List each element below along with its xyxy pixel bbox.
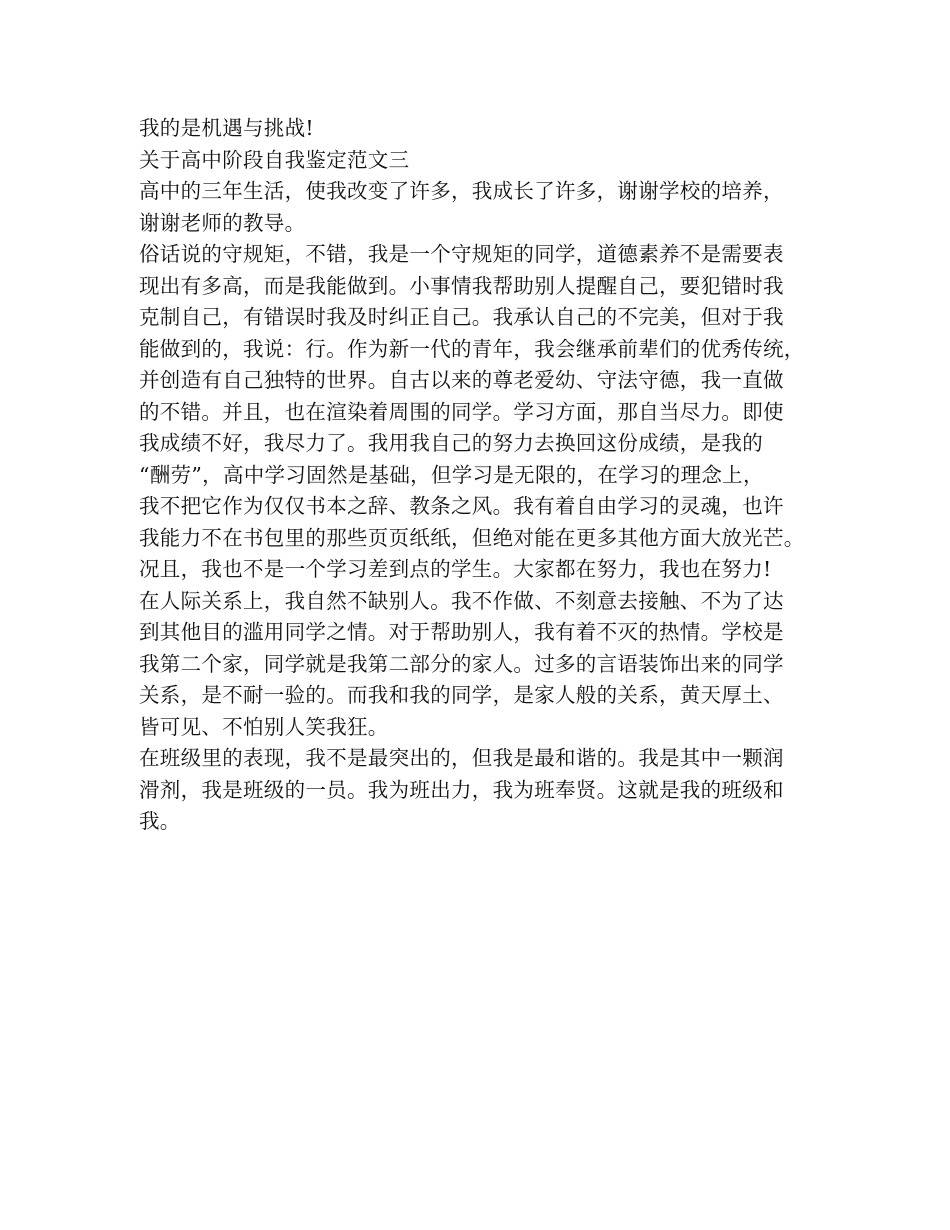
text-line: 况且，我也不是一个学习差到点的学生。大家都在努力，我也在努力! — [139, 557, 772, 581]
text-line: 我第二个家，同学就是我第二部分的家人。过多的言语装饰出来的同学 — [139, 651, 784, 676]
text-line: 我成绩不好，我尽力了。我用我自己的努力去换回这份成绩，是我的 — [139, 431, 763, 455]
text-line: 我的是机遇与挑战! — [139, 116, 314, 140]
text-line: 我。 — [139, 809, 181, 833]
text-line: 现出有多高，而是我能做到。小事情我帮助别人提醒自己，要犯错时我 — [139, 273, 784, 298]
section-heading: 关于高中阶段自我鉴定范文三 — [139, 147, 410, 172]
text-line: 在班级里的表现，我不是最突出的，但我是最和谐的。我是其中一颗润 — [139, 746, 784, 770]
text-line: 滑剂，我是班级的一员。我为班出力，我为班奉贤。这就是我的班级和 — [139, 777, 784, 802]
text-line: 能做到的，我说：行。作为新一代的青年，我会继承前辈们的优秀传统， — [139, 336, 805, 361]
text-line: 俗话说的守规矩，不错，我是一个守规矩的同学，道德素养不是需要表 — [139, 242, 784, 266]
text-line: 谢谢老师的教导。 — [139, 210, 306, 235]
text-line: “酬劳”，高中学习固然是基础，但学习是无限的，在学习的理念上， — [139, 462, 764, 487]
text-line: 关系，是不耐一验的。而我和我的同学，是家人般的关系，黄天厚土、 — [139, 683, 784, 707]
text-line: 在人际关系上，我自然不缺别人。我不作做、不刻意去接触、不为了达 — [139, 588, 784, 613]
text-line: 皆可见、不怕别人笑我狂。 — [139, 714, 389, 739]
text-line: 的不错。并且，也在渲染着周围的同学。学习方面，那自当尽力。即使 — [139, 399, 784, 424]
document-body — [139, 113, 829, 838]
text-line: 我能力不在书包里的那些页页纸纸，但绝对能在更多其他方面大放光芒。 — [139, 525, 805, 550]
text-line: 我不把它作为仅仅书本之辞、教条之风。我有着自由学习的灵魂，也许 — [139, 494, 784, 518]
text-line: 克制自己，有错误时我及时纠正自己。我承认自己的不完美，但对于我 — [139, 305, 784, 329]
text-line: 到其他目的滥用同学之情。对于帮助别人，我有着不灭的热情。学校是 — [139, 620, 784, 644]
text-line: 高中的三年生活，使我改变了许多，我成长了许多，谢谢学校的培养， — [139, 179, 784, 203]
text-line: 并创造有自己独特的世界。自古以来的尊老爱幼、守法守德，我一直做 — [139, 368, 784, 392]
